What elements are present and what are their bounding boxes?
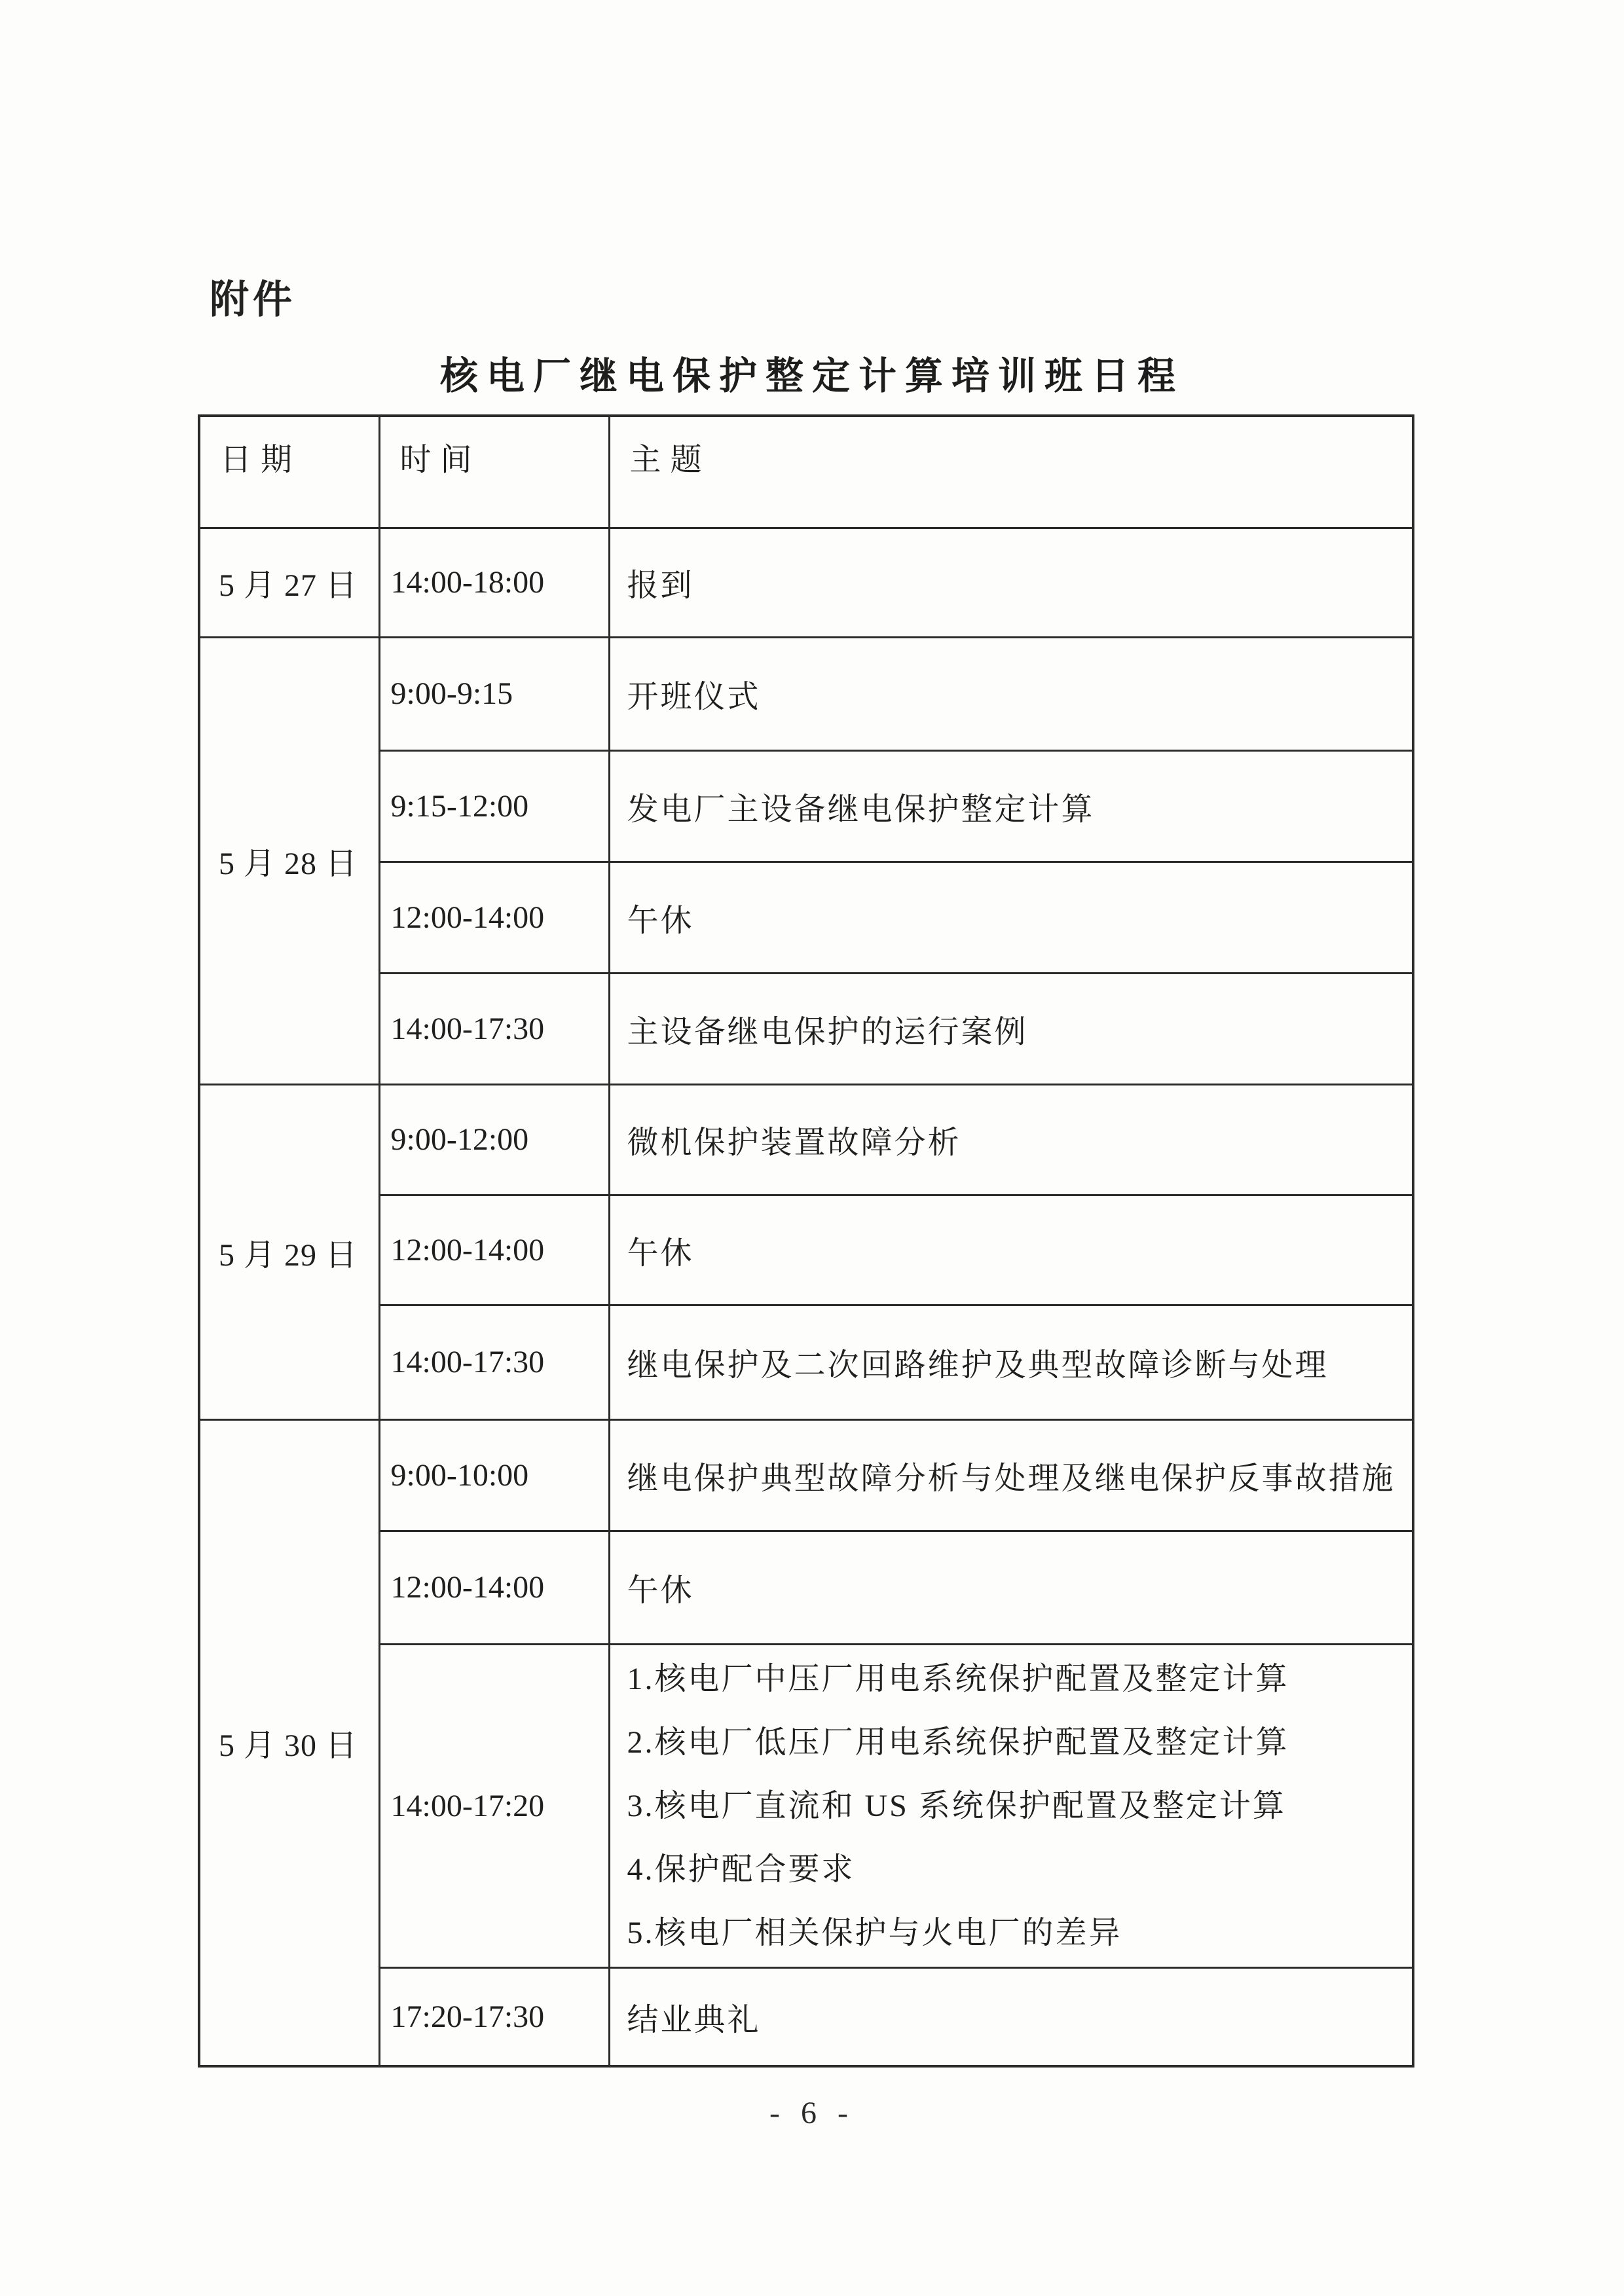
table-row xyxy=(199,1305,1413,1419)
topic-cell: 午休 xyxy=(609,1531,1413,1644)
topic-cell: 午休 xyxy=(609,1195,1413,1305)
topic-cell: 继电保护典型故障分析与处理及继电保护反事故措施 xyxy=(609,1419,1413,1531)
time-cell: 12:00-14:00 xyxy=(379,862,609,973)
time-cell: 14:00-18:00 xyxy=(379,528,609,637)
topic-line: 5.核电厂相关保护与火电厂的差异 xyxy=(627,1915,1122,1950)
topic-line: 1.核电厂中压厂用电系统保护配置及整定计算 xyxy=(627,1661,1289,1696)
topic-cell: 继电保护及二次回路维护及典型故障诊断与处理 xyxy=(609,1305,1413,1419)
topic-line: 3.核电厂直流和 US 系统保护配置及整定计算 xyxy=(627,1788,1286,1823)
table-row xyxy=(199,1644,1413,1967)
topic-cell: 微机保护装置故障分析 xyxy=(609,1084,1413,1195)
schedule-table xyxy=(198,414,1414,2068)
time-cell: 14:00-17:30 xyxy=(379,1305,609,1419)
table-row xyxy=(199,1967,1413,2066)
table-row xyxy=(199,1084,1413,1195)
date-cell: 5 月 27 日 xyxy=(199,528,379,637)
attachment-label: 附件 xyxy=(210,278,296,321)
topic-cell: 开班仪式 xyxy=(609,637,1413,750)
topic-line: 4.保护配合要求 xyxy=(627,1851,855,1887)
date-cell: 5 月 29 日 xyxy=(199,1084,379,1419)
table-row xyxy=(199,750,1413,862)
date-cell: 5 月 30 日 xyxy=(199,1419,379,2066)
topic-cell xyxy=(609,1644,1413,1967)
topic-cell: 发电厂主设备继电保护整定计算 xyxy=(609,750,1413,862)
topic-cell: 报到 xyxy=(609,528,1413,637)
table-row xyxy=(199,1531,1413,1644)
topic-cell: 午休 xyxy=(609,862,1413,973)
table-row xyxy=(199,1419,1413,1531)
topic-line: 2.核电厂低压厂用电系统保护配置及整定计算 xyxy=(627,1724,1289,1760)
table-row xyxy=(199,528,1413,637)
table-row xyxy=(199,1195,1413,1305)
time-cell: 14:00-17:30 xyxy=(379,973,609,1084)
table-row xyxy=(199,637,1413,750)
header-cell-topic: 主题 xyxy=(609,416,1413,528)
time-cell: 14:00-17:20 xyxy=(379,1644,609,1967)
time-cell: 12:00-14:00 xyxy=(379,1531,609,1644)
time-cell: 9:15-12:00 xyxy=(379,750,609,862)
header-cell-time: 时间 xyxy=(379,416,609,528)
topic-cell: 结业典礼 xyxy=(609,1967,1413,2066)
table-row xyxy=(199,862,1413,973)
time-cell: 12:00-14:00 xyxy=(379,1195,609,1305)
time-cell: 17:20-17:30 xyxy=(379,1967,609,2066)
time-cell: 9:00-12:00 xyxy=(379,1084,609,1195)
table-row xyxy=(199,973,1413,1084)
time-cell: 9:00-9:15 xyxy=(379,637,609,750)
topic-cell: 主设备继电保护的运行案例 xyxy=(609,973,1413,1084)
date-cell: 5 月 28 日 xyxy=(199,637,379,1084)
time-cell: 9:00-10:00 xyxy=(379,1419,609,1531)
page-title: 核电厂继电保护整定计算培训班日程 xyxy=(439,355,1184,397)
page-number: - 6 - xyxy=(769,2096,855,2130)
table-header-row xyxy=(199,416,1413,528)
header-cell-date: 日期 xyxy=(199,416,379,528)
